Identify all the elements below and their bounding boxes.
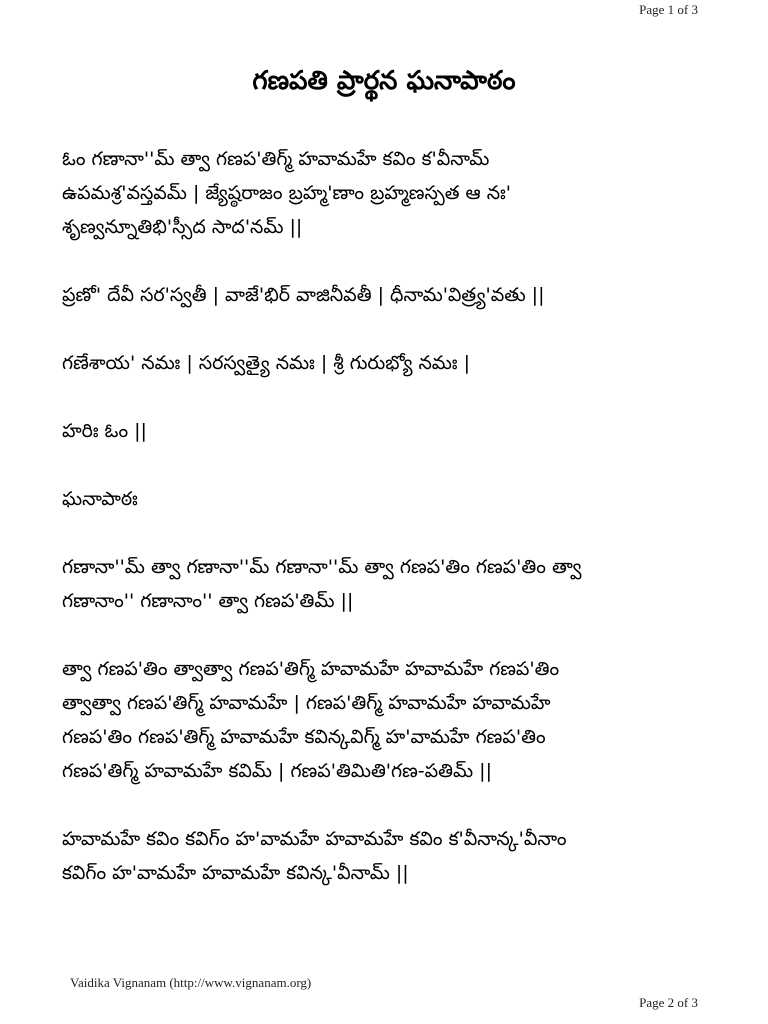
verse-block-hari-om [62, 420, 712, 454]
section-heading-ghanapatha [62, 488, 712, 522]
document-title: గణపతి ప్రార్థన ఘనాపాఠం [252, 66, 516, 96]
verse-block-saraswati [62, 284, 712, 318]
verse-line: త్వా గణప'తిం త్వాత్వా గణప'తిగ్మ్ హవామహే హవామహే గణప'తిం [62, 658, 560, 680]
verse-line: గణప'తిగ్మ్ హవామహే కవిమ్ | గణప'తిమితి'గణ-పతిమ్ || [62, 760, 492, 782]
verse-line: హవామహే కవిం కవిగ్ం హ'వామహే హవామహే కవిం క'వీనాన్క'వీనాం [62, 828, 567, 850]
document-body [62, 148, 712, 930]
section-heading: ఘనాపాఠః [62, 488, 138, 510]
verse-line: హరిః ఓం || [62, 420, 147, 442]
verse-line: గణప'తిం గణప'తిగ్మ్ హవామహే కవిన్కవిగ్మ్ హ'వామహే గణప'తిం [62, 726, 546, 748]
verse-line: కవిగ్ం హ'వామహే హవామహే కవిన్క'వీనామ్ || [62, 862, 409, 884]
ghana-block-1 [62, 556, 712, 624]
page-number-bottom: Page 2 of 3 [639, 995, 698, 1010]
verse-line: ఉపమశ్ర'వస్తవమ్ | జ్యేష్ఠరాజం బ్రహ్మ'ణాం బ్రహ్మణస్పత ఆ నః' [62, 182, 511, 204]
verse-line: త్వాత్వా గణప'తిగ్మ్ హవామహే | గణప'తిగ్మ్ హవామహే హవామహే [62, 692, 551, 714]
verse-line: శృణ్వన్నూతిభి'స్సీద సాద'నమ్ || [62, 216, 303, 238]
verse-line: ఓం గణానా''మ్ త్వా గణప'తిగ్మ్ హవామహే కవిం క'వీనామ్ [62, 148, 490, 170]
verse-block-salutations [62, 352, 712, 386]
verse-line: గణేశాయ' నమః | సరస్వత్యై నమః | శ్రీ గురుభ్యో నమః | [62, 352, 470, 374]
footer-credit: Vaidika Vignanam (http://www.vignanam.org) [70, 975, 312, 990]
verse-line: గణానా''మ్ త్వా గణానా''మ్ గణానా''మ్ త్వా గణప'తిం గణప'తిం త్వా [62, 556, 582, 578]
ghana-block-2 [62, 658, 712, 794]
verse-line: ప్రణో' దేవీ సర'స్వతీ | వాజే'భిర్ వాజినీవతీ | ధీనామ'విత్ర్య'వతు || [62, 284, 545, 306]
ghana-block-3 [62, 828, 712, 896]
verse-line: గణానాం'' గణానాం'' త్వా గణప'తిమ్ || [62, 590, 354, 612]
verse-block-invocation [62, 148, 712, 250]
page-number-top: Page 1 of 3 [639, 2, 698, 17]
